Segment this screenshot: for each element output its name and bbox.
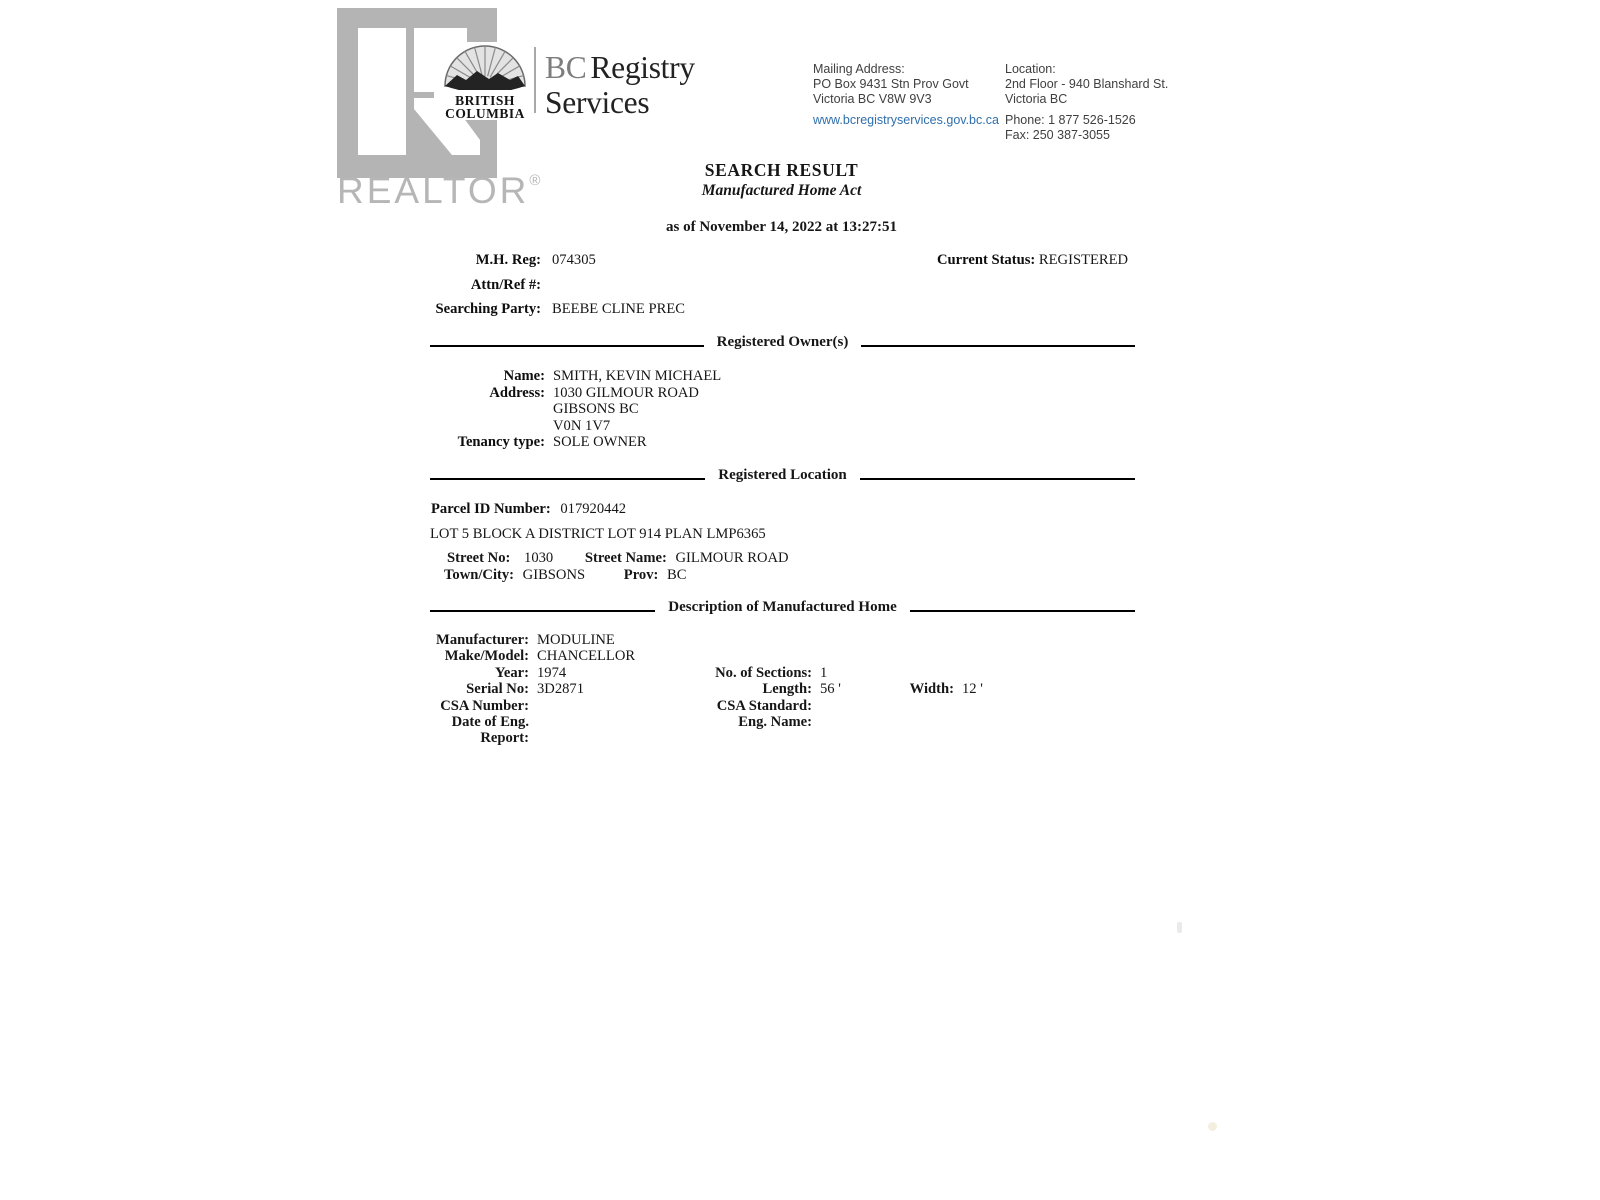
bc-sunrise-icon	[437, 42, 533, 90]
eng-name-label: Eng. Name:	[738, 714, 812, 731]
length-value: 56 '	[820, 681, 841, 698]
owner-address-line1: 1030 GILMOUR ROAD	[553, 384, 699, 401]
section-rule-left	[430, 345, 704, 347]
section-rule-left	[430, 610, 655, 612]
brand-registry: Registry	[590, 50, 695, 85]
location-label: Location:	[1005, 62, 1056, 76]
location-line2: Victoria BC	[1005, 92, 1068, 106]
tenancy-type-label: Tenancy type:	[457, 434, 545, 450]
current-status-value: REGISTERED	[1038, 252, 1129, 268]
registered-owners-title: Registered Owner(s)	[716, 334, 849, 350]
logo-divider-line	[534, 47, 536, 113]
mh-reg-label: M.H. Reg:	[475, 252, 541, 268]
location-line1: 2nd Floor - 940 Blanshard St.	[1005, 77, 1169, 91]
owner-name-label: Name:	[503, 368, 545, 384]
registered-owners-section-header	[430, 334, 1135, 351]
make-model-label: Make/Model:	[444, 648, 529, 665]
mailing-address-line2: Victoria BC V8W 9V3	[813, 92, 932, 106]
owner-address-spacer2	[430, 418, 545, 435]
registered-location-section-header	[430, 467, 1135, 484]
serial-no-value: 3D2871	[537, 681, 585, 698]
current-status-row	[937, 252, 1128, 269]
mailing-address-block	[813, 62, 999, 128]
brand-services: Services	[545, 85, 650, 120]
width-value: 12 '	[962, 681, 983, 698]
document-subtitle: Manufactured Home Act	[701, 182, 862, 199]
parcel-id-label: Parcel ID Number:	[431, 501, 551, 517]
searching-party-value: BEEBE CLINE PREC	[552, 301, 685, 317]
searching-party-row	[430, 301, 685, 318]
street-row	[430, 550, 789, 567]
section-rule-right	[861, 345, 1135, 347]
document-title: SEARCH RESULT	[704, 160, 859, 180]
owner-address-row	[430, 385, 699, 402]
year-label: Year:	[494, 664, 529, 681]
report-label: Report:	[480, 730, 529, 747]
owner-address-row3	[430, 418, 610, 435]
search-timestamp: as of November 14, 2022 at 13:27:51	[666, 219, 897, 235]
town-row	[430, 567, 687, 584]
owner-name-row	[430, 368, 721, 385]
attn-ref-label: Attn/Ref #:	[470, 277, 541, 293]
brand-bc: BC	[545, 50, 587, 85]
manufactured-home-description-grid	[430, 632, 983, 747]
registered-trademark-symbol: ®	[529, 172, 541, 189]
make-model-value: CHANCELLOR	[537, 648, 636, 665]
realtor-word: REALTOR	[337, 170, 530, 211]
province-name-line1: BRITISH	[455, 93, 515, 108]
mh-reg-value: 074305	[552, 252, 596, 268]
parcel-id-row	[431, 501, 626, 518]
mh-reg-row	[430, 252, 596, 269]
prov-value: BC	[667, 566, 687, 583]
street-name-value: GILMOUR ROAD	[675, 550, 789, 566]
town-city-value: GIBSONS	[522, 566, 586, 583]
section-rule-right	[860, 478, 1135, 480]
date-of-eng-value	[537, 714, 697, 730]
width-label: Width:	[909, 681, 954, 698]
province-name-line2: COLUMBIA	[445, 105, 525, 121]
british-columbia-logo	[434, 42, 536, 120]
street-name-label: Street Name:	[584, 550, 667, 566]
description-section-header	[430, 599, 1135, 616]
phone-number: Phone: 1 877 526-1526	[1005, 113, 1136, 127]
attn-ref-row	[430, 277, 552, 294]
searching-party-label: Searching Party:	[435, 301, 541, 317]
section-rule-right	[910, 610, 1135, 612]
parcel-id-value: 017920442	[560, 501, 627, 517]
owner-address-line3: V0N 1V7	[553, 417, 611, 434]
owner-name-value: SMITH, KEVIN MICHAEL	[553, 368, 722, 384]
tenancy-type-value: SOLE OWNER	[553, 434, 647, 450]
mailing-address-label: Mailing Address:	[813, 62, 905, 76]
legal-description-row	[430, 526, 766, 543]
sections-value: 1	[820, 664, 828, 681]
eng-name-value	[820, 714, 889, 730]
csa-number-label: CSA Number:	[440, 697, 529, 714]
owner-address-spacer	[430, 401, 545, 418]
street-no-value: 1030	[524, 550, 554, 566]
manufacturer-value: MODULINE	[537, 632, 615, 648]
fax-number: Fax: 250 387-3055	[1005, 128, 1110, 142]
current-status-label: Current Status:	[937, 252, 1036, 268]
scan-artifact	[1208, 1122, 1217, 1131]
office-location-block	[1005, 62, 1168, 143]
registered-location-title: Registered Location	[718, 467, 847, 483]
scan-artifact	[1177, 922, 1182, 933]
document-title-block	[430, 160, 1133, 236]
manufacturer-label: Manufacturer:	[436, 632, 529, 648]
description-section-title: Description of Manufactured Home	[668, 599, 897, 615]
legal-description: LOT 5 BLOCK A DISTRICT LOT 914 PLAN LMP6365	[430, 526, 766, 542]
sections-label: No. of Sections:	[715, 664, 812, 681]
tenancy-type-row	[430, 434, 647, 451]
prov-label: Prov:	[623, 566, 659, 583]
mailing-address-line1: PO Box 9431 Stn Prov Govt	[813, 77, 969, 91]
bc-registry-services-wordmark	[545, 50, 695, 120]
date-of-eng-label: Date of Eng.	[451, 714, 529, 731]
owner-address-row2	[430, 401, 639, 418]
section-rule-left	[430, 478, 705, 480]
owner-address-label: Address:	[489, 384, 545, 401]
length-label: Length:	[762, 681, 812, 698]
town-city-label: Town/City:	[444, 566, 515, 583]
serial-no-label: Serial No:	[466, 681, 529, 698]
owner-address-line2: GIBSONS BC	[553, 401, 639, 417]
csa-number-value	[537, 698, 697, 714]
csa-standard-value	[820, 698, 889, 714]
street-no-label: Street No:	[447, 550, 511, 566]
registry-website-link[interactable]: www.bcregistryservices.gov.bc.ca	[813, 113, 999, 127]
csa-standard-label: CSA Standard:	[716, 697, 812, 714]
year-value: 1974	[537, 664, 567, 681]
